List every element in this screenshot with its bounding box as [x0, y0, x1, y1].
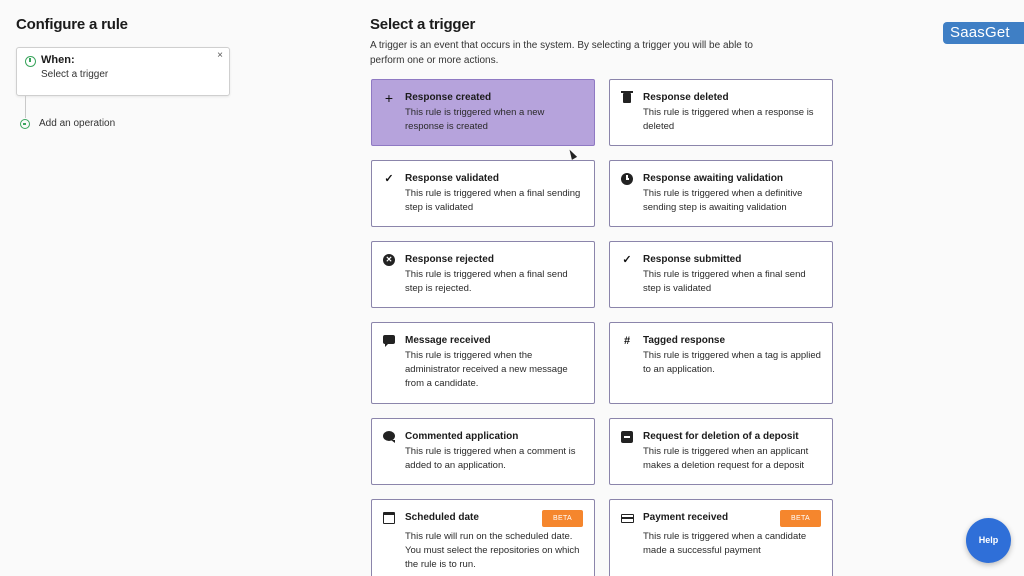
when-label: When:	[41, 54, 75, 66]
trigger-card-request-deletion[interactable]	[609, 418, 833, 485]
double-check-icon: ✓	[384, 173, 394, 185]
add-circle-icon[interactable]	[20, 119, 30, 129]
trigger-title: Response awaiting validation	[643, 173, 784, 184]
trigger-description: This rule is triggered when a definitive sending step is awaiting validation	[643, 188, 803, 213]
trigger-description: This rule will run on the scheduled date. You must select the repositories on which the rule is to run.	[405, 531, 580, 570]
step-connector	[25, 96, 26, 118]
select-trigger-title: Select a trigger	[370, 16, 476, 33]
trigger-description: This rule is triggered when a comment is added to an application.	[405, 446, 576, 471]
when-trigger-card[interactable]	[16, 47, 230, 96]
hash-icon: #	[623, 335, 631, 347]
trigger-title: Response rejected	[405, 254, 494, 265]
comment-icon	[383, 431, 395, 441]
trigger-description: This rule is triggered when a final send step is rejected.	[405, 269, 568, 294]
trigger-title: Scheduled date	[405, 512, 479, 523]
trigger-card-response-rejected[interactable]	[371, 241, 595, 308]
trigger-card-payment-received[interactable]	[609, 499, 833, 576]
trigger-description: This rule is triggered when a candidate made a successful payment	[643, 531, 807, 556]
trigger-description: This rule is triggered when a new response is created	[405, 107, 545, 132]
trigger-card-message-received[interactable]	[371, 322, 595, 404]
beta-badge: BETA	[780, 510, 821, 527]
trigger-card-response-deleted[interactable]	[609, 79, 833, 146]
when-subtitle: Select a trigger	[41, 69, 109, 80]
calendar-icon	[383, 512, 395, 524]
trigger-description: This rule is triggered when an applicant makes a deletion request for a deposit	[643, 446, 809, 471]
trigger-description: This rule is triggered when a response is deleted	[643, 107, 814, 132]
credit-card-icon	[621, 514, 634, 523]
trigger-title: Payment received	[643, 512, 729, 523]
close-circle-icon: ✕	[383, 254, 395, 266]
trigger-description: This rule is triggered when a final send step is validated	[643, 269, 806, 294]
trigger-card-scheduled-date[interactable]	[371, 499, 595, 576]
add-operation-link[interactable]: Add an operation	[39, 118, 116, 129]
minus-box-icon	[621, 431, 633, 443]
trigger-title: Response validated	[405, 173, 499, 184]
trigger-card-response-submitted[interactable]	[609, 241, 833, 308]
mouse-cursor-icon	[567, 148, 577, 160]
message-icon	[383, 335, 395, 344]
trigger-title: Response submitted	[643, 254, 742, 265]
plus-icon: +	[384, 90, 394, 106]
trigger-card-commented-application[interactable]	[371, 418, 595, 485]
close-icon[interactable]: ×	[217, 50, 223, 61]
trigger-title: Response deleted	[643, 92, 729, 103]
trigger-card-tagged-response[interactable]	[609, 322, 833, 404]
trigger-description: This rule is triggered when a tag is applied to an application.	[643, 350, 821, 375]
beta-badge: BETA	[542, 510, 583, 527]
trigger-title: Response created	[405, 92, 492, 103]
trigger-title: Commented application	[405, 431, 519, 442]
trigger-description: This rule is triggered when the administrator received a new message from a candidate.	[405, 350, 568, 389]
trigger-title: Tagged response	[643, 335, 726, 346]
trigger-title: Request for deletion of a deposit	[643, 431, 799, 442]
help-button[interactable]: Help	[966, 518, 1011, 563]
timer-icon	[25, 56, 36, 67]
trigger-title: Message received	[405, 335, 491, 346]
trigger-card-response-created[interactable]	[371, 79, 595, 146]
clock-icon	[621, 173, 633, 185]
saasget-watermark: SaasGet	[943, 22, 1024, 44]
trigger-card-response-validated[interactable]	[371, 160, 595, 227]
select-trigger-description: A trigger is an event that occurs in the system. By selecting a trigger you will be able to perform one or more actions.	[370, 40, 753, 66]
trigger-description: This rule is triggered when a final sending step is validated	[405, 188, 581, 213]
trash-icon	[623, 93, 631, 103]
configure-rule-title: Configure a rule	[16, 16, 128, 33]
double-check-icon: ✓	[622, 254, 632, 266]
trigger-card-response-awaiting-validation[interactable]	[609, 160, 833, 227]
